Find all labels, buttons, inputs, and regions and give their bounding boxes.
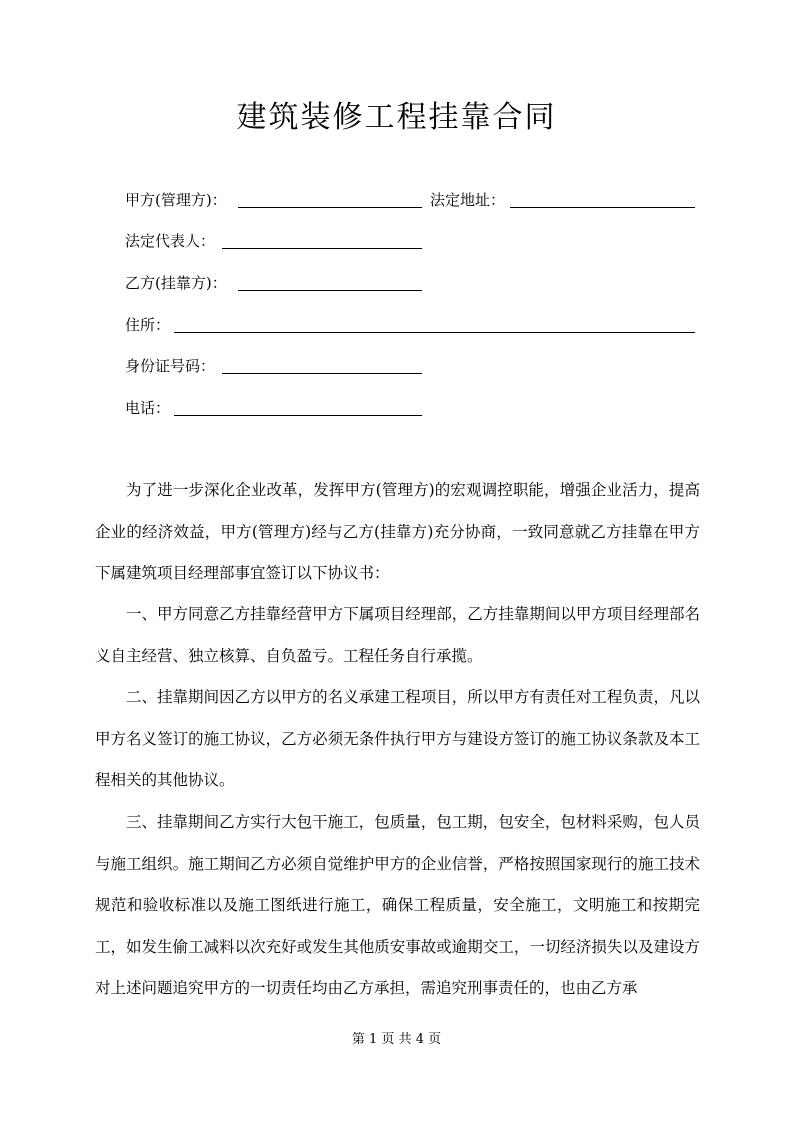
residence-blank[interactable] <box>174 332 695 333</box>
residence-label: 住所： <box>125 316 171 334</box>
page-footer: 第 1 页 共 4 页 <box>351 1032 442 1047</box>
paragraph-clause-3: 三、挂靠期间乙方实行大包干施工，包质量，包工期，包安全，包材料采购，包人员与施工组织。施工期间乙方必须自觉维护甲方的企业信誉，严格按照国家现行的施工技术规范和验收标准以及施工图纸进行施工，确保工程质量，安全施工，文明施工和按期完工，如发生偷工减料以次充好或发生其他质安事故或逾期交工，一切经济损失以及建设方对上述问题追究甲方的一切责任均由乙方承担，需追究刑事责任的，也由乙方承 <box>95 813 700 997</box>
phone-label: 电话： <box>125 399 171 417</box>
party-a-blank[interactable] <box>238 207 422 208</box>
legal-address-blank[interactable] <box>510 207 695 208</box>
paragraph-clause-1: 一、甲方同意乙方挂靠经营甲方下属项目经理部，乙方挂靠期间以甲方项目经理部名义自主经营、独立核算、自负盈亏。工程任务自行承揽。 <box>95 605 700 665</box>
legal-rep-label: 法定代表人： <box>125 232 216 250</box>
legal-address-label: 法定地址： <box>430 191 506 209</box>
paragraph-clause-2: 二、挂靠期间因乙方以甲方的名义承建工程项目，所以甲方有责任对工程负责，凡以甲方名义签订的施工协议，乙方必须无条件执行甲方与建设方签订的施工协议条款及本工程相关的其他协议。 <box>95 688 700 789</box>
id-number-blank[interactable] <box>222 373 422 374</box>
party-b-blank[interactable] <box>238 290 422 291</box>
document-title: 建筑装修工程挂靠合同 <box>236 100 557 135</box>
legal-rep-blank[interactable] <box>222 248 422 249</box>
paragraph-intro: 为了进一步深化企业改革，发挥甲方(管理方)的宏观调控职能，增强企业活力，提高企业的经济效益，甲方(管理方)经与乙方(挂靠方)充分协商，一致同意就乙方挂靠在甲方下属建筑项目经理部事宜签订以下协议书： <box>95 481 700 582</box>
party-b-label: 乙方(挂靠方)： <box>125 274 227 292</box>
id-number-label: 身份证号码： <box>125 357 216 375</box>
phone-blank[interactable] <box>174 415 422 416</box>
party-a-label: 甲方(管理方)： <box>125 191 227 209</box>
